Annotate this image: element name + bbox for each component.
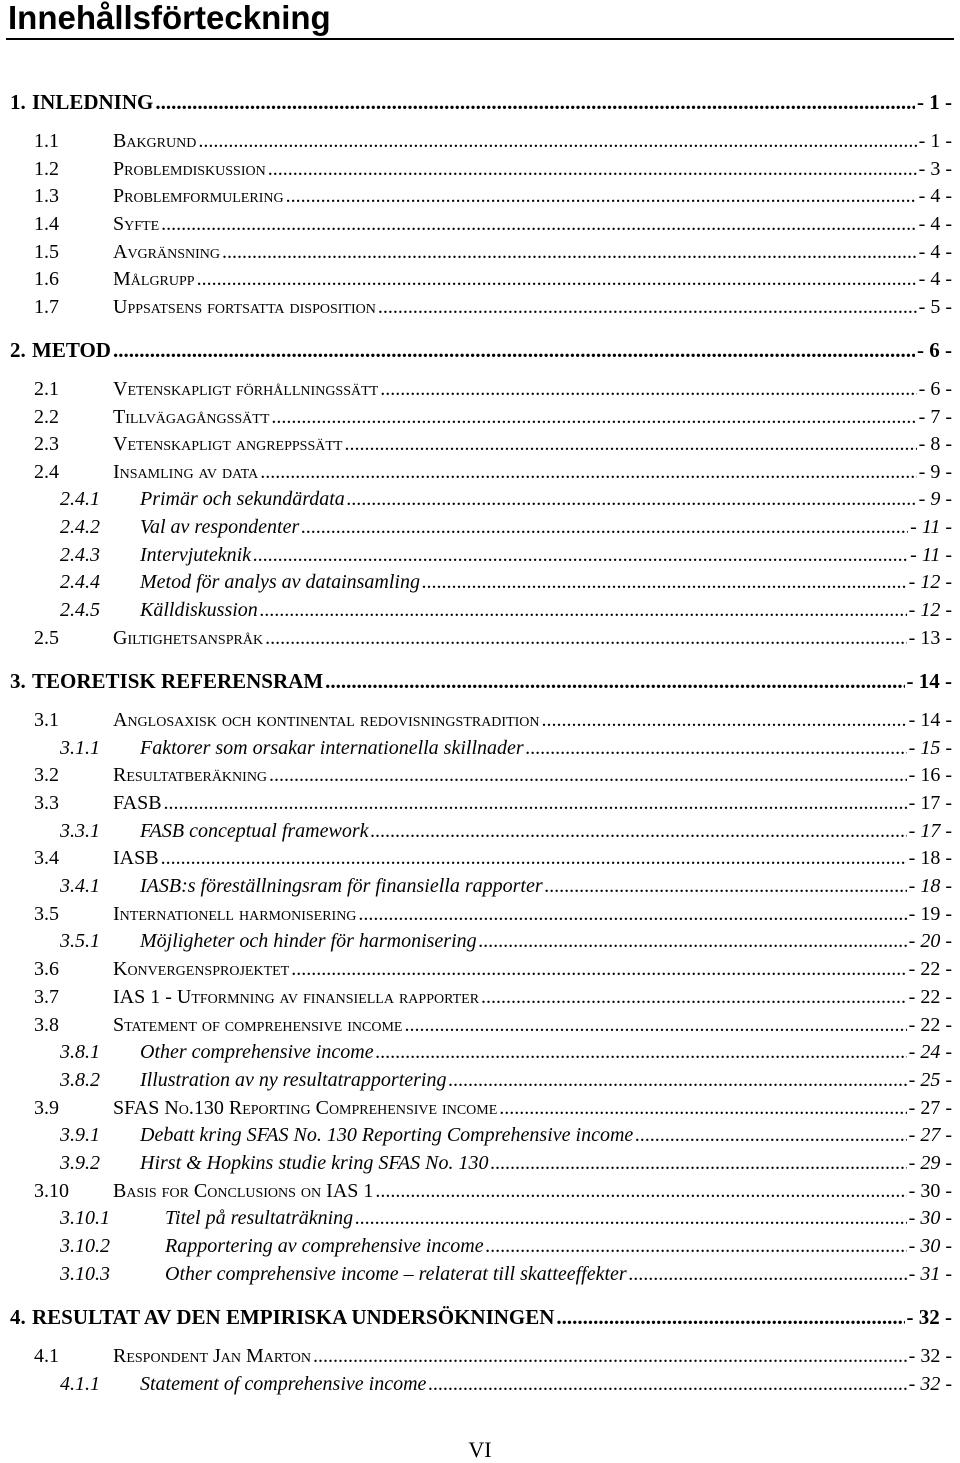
toc-entry-page: - 14 - — [906, 669, 952, 693]
toc-entry-title: Problemformulering — [113, 185, 284, 207]
toc-entry-number: 3.9.2 — [60, 1152, 100, 1174]
toc-entry-page: - 30 - — [908, 1235, 952, 1257]
toc-entry-title: IASB — [113, 847, 159, 869]
toc-entry-number: 3.8.1 — [60, 1041, 100, 1063]
toc-entry-number: 3. — [10, 669, 26, 693]
toc-entry-title: Uppsatsens fortsatta disposition — [113, 296, 376, 318]
toc-entry-page: - 8 - — [918, 433, 952, 455]
toc-entry-page: - 22 - — [908, 1014, 952, 1036]
dot-leader — [635, 1124, 906, 1147]
dot-leader — [499, 1097, 906, 1120]
toc-entry-page: - 4 - — [918, 241, 952, 263]
toc-entry-number: 3.3 — [34, 792, 59, 814]
toc-entry-number: 2.4.5 — [60, 599, 100, 621]
dot-leader — [197, 268, 917, 291]
dot-leader — [428, 1373, 906, 1396]
dot-leader — [260, 461, 916, 484]
toc-entry[interactable] — [0, 461, 960, 487]
toc-entry-number: 1.5 — [34, 241, 59, 263]
toc-entry[interactable] — [0, 406, 960, 432]
toc-entry-page: - 13 - — [908, 627, 952, 649]
toc-entry-title: TEORETISK REFERENSRAM — [32, 669, 324, 693]
toc-entry[interactable] — [0, 1069, 960, 1095]
toc-entry-page: - 19 - — [908, 903, 952, 925]
toc-entry-number: 3.1.1 — [60, 737, 100, 759]
toc-entry[interactable] — [0, 1180, 960, 1206]
dot-leader — [313, 1345, 907, 1368]
toc-entry-title: Titel på resultaträkning — [165, 1207, 354, 1229]
toc-entry-number: 2.3 — [34, 433, 59, 455]
toc-entry-title: Metod för analys av datainsamling — [140, 571, 420, 593]
toc-entry-title: INLEDNING — [32, 90, 154, 114]
toc-entry-page: - 4 - — [918, 185, 952, 207]
dot-leader — [545, 875, 907, 898]
dot-leader — [479, 930, 907, 953]
toc-entry-title: Rapportering av comprehensive income — [165, 1235, 484, 1257]
page-title: Innehållsförteckning — [8, 0, 331, 36]
toc-entry-page: - 12 - — [908, 599, 952, 621]
toc-entry-page: - 30 - — [908, 1180, 952, 1202]
dot-leader — [161, 213, 917, 236]
toc-entry-title: IASB:s föreställningsram för finansiella rapporter — [140, 875, 543, 897]
toc-entry[interactable] — [0, 599, 960, 625]
toc-entry-title: Insamling av data — [113, 461, 259, 483]
dot-leader — [375, 1180, 906, 1203]
toc-entry-page: - 32 - — [908, 1345, 952, 1367]
toc-entry-page: - 14 - — [908, 709, 952, 731]
toc-entry-number: 3.1 — [34, 709, 59, 731]
toc-entry[interactable] — [0, 1014, 960, 1040]
toc-entry-number: 3.10.3 — [60, 1263, 110, 1285]
toc-entry-title: Faktorer som orsakar internationella skillnader — [140, 737, 524, 759]
toc-entry-title: Avgränsning — [113, 241, 221, 263]
toc-entry-page: - 1 - — [917, 90, 952, 114]
toc-entry-title: Statement of comprehensive income — [140, 1373, 427, 1395]
dot-leader — [376, 1041, 907, 1064]
dot-leader — [198, 130, 916, 153]
toc-entry-title: Val av respondenter — [140, 516, 300, 538]
toc-entry-number: 1. — [10, 90, 26, 114]
dot-leader — [164, 792, 907, 815]
toc-entry-title: Intervjuteknik — [140, 544, 252, 566]
toc-entry-number: 3.5 — [34, 903, 59, 925]
toc-entry[interactable] — [0, 378, 960, 404]
dot-leader — [286, 185, 917, 208]
dot-leader — [222, 241, 917, 264]
toc-entry[interactable] — [0, 820, 960, 846]
toc-entry-number: 3.10.2 — [60, 1235, 110, 1257]
toc-entry-number: 3.4 — [34, 847, 59, 869]
toc-entry-title: Primär och sekundärdata — [140, 488, 345, 510]
toc-entry-number: 2.4.2 — [60, 516, 100, 538]
toc-entry[interactable] — [0, 1124, 960, 1150]
toc-entry-title: Syfte — [113, 213, 160, 235]
toc-entry-title: Bakgrund — [113, 130, 197, 152]
toc-entry[interactable] — [0, 1373, 960, 1399]
dot-leader — [271, 406, 916, 429]
toc-entry-title: Illustration av ny resultatrapportering — [140, 1069, 447, 1091]
toc-entry-page: - 1 - — [918, 130, 952, 152]
toc-entry[interactable] — [0, 488, 960, 514]
toc-entry-page: - 29 - — [908, 1152, 952, 1174]
toc-entry[interactable] — [0, 847, 960, 873]
toc-entry[interactable] — [0, 185, 960, 211]
dot-leader — [422, 571, 907, 594]
dot-leader — [358, 903, 906, 926]
toc-entry-title: Statement of comprehensive income — [113, 1014, 403, 1036]
dot-leader — [253, 544, 908, 567]
toc-entry-number: 3.9.1 — [60, 1124, 100, 1146]
dot-leader — [355, 1207, 907, 1230]
toc-entry[interactable] — [0, 1207, 960, 1233]
dot-leader — [404, 1014, 906, 1037]
dot-leader — [370, 820, 906, 843]
toc-entry-title: Respondent Jan Marton — [113, 1345, 311, 1367]
toc-entry-title: Debatt kring SFAS No. 130 Reporting Comprehensive income — [140, 1124, 634, 1146]
toc-entry-page: - 22 - — [908, 958, 952, 980]
toc-entry-page: - 15 - — [908, 737, 952, 759]
toc-entry-title: Målgrupp — [113, 268, 195, 290]
toc-entry-number: 3.6 — [34, 958, 59, 980]
toc-entry[interactable] — [0, 764, 960, 790]
dot-leader — [265, 627, 907, 650]
dot-leader — [301, 516, 908, 539]
dot-leader — [448, 1069, 906, 1092]
toc-entry-number: 2.2 — [34, 406, 59, 428]
toc-entry-page: - 22 - — [908, 986, 952, 1008]
toc-entry-number: 2.5 — [34, 627, 59, 649]
toc-entry-page: - 17 - — [908, 820, 952, 842]
toc-entry-page: - 9 - — [918, 488, 952, 510]
toc-entry-title: Möjligheter och hinder för harmonisering — [140, 930, 477, 952]
toc-entry-number: 3.2 — [34, 764, 59, 786]
dot-leader — [113, 338, 915, 363]
dot-leader — [269, 764, 907, 787]
dot-leader — [325, 669, 904, 694]
toc-entry-number: 4.1 — [34, 1345, 59, 1367]
toc-entry-page: - 18 - — [908, 875, 952, 897]
dot-leader — [268, 158, 917, 181]
dot-leader — [486, 1235, 907, 1258]
toc-entry-number: 3.7 — [34, 986, 59, 1008]
toc-entry[interactable] — [0, 930, 960, 956]
toc-entry-number: 3.5.1 — [60, 930, 100, 952]
toc-entry-number: 2.4.1 — [60, 488, 100, 510]
toc-entry-page: - 31 - — [908, 1263, 952, 1285]
toc-entry[interactable] — [0, 1041, 960, 1067]
toc-entry-title: Tillvägagångssätt — [113, 406, 270, 428]
toc-entry-page: - 9 - — [918, 461, 952, 483]
toc-entry-number: 1.4 — [34, 213, 59, 235]
toc-entry-number: 4.1.1 — [60, 1373, 100, 1395]
toc-entry-title: Resultatberäkning — [113, 764, 268, 786]
toc-entry-title: Vetenskapligt angreppssätt — [113, 433, 343, 455]
toc-entry-page: - 3 - — [918, 158, 952, 180]
toc-entry-number: 1.3 — [34, 185, 59, 207]
toc-entry[interactable] — [0, 1305, 960, 1331]
toc-entry[interactable] — [0, 516, 960, 542]
dot-leader — [491, 1152, 907, 1175]
toc-entry-title: FASB — [113, 792, 162, 814]
toc-entry-page: - 17 - — [908, 792, 952, 814]
dot-leader — [380, 378, 916, 401]
toc-entry[interactable] — [0, 903, 960, 929]
toc-entry-page: - 5 - — [918, 296, 952, 318]
toc-entry-title: Hirst & Hopkins studie kring SFAS No. 130 — [140, 1152, 489, 1174]
toc-entry-page: - 18 - — [908, 847, 952, 869]
toc-entry-number: 3.8 — [34, 1014, 59, 1036]
toc-entry-page: - 4 - — [918, 268, 952, 290]
toc-entry-page: - 11 - — [910, 516, 952, 538]
page-number-footer: VI — [468, 1437, 492, 1462]
toc-entry[interactable] — [0, 875, 960, 901]
toc-entry-title: IAS 1 - Utformning av finansiella rapporter — [113, 986, 480, 1008]
toc-entry-number: 3.9 — [34, 1097, 59, 1119]
toc-entry-page: - 20 - — [908, 930, 952, 952]
toc-entry[interactable] — [0, 90, 960, 116]
toc-entry[interactable] — [0, 1152, 960, 1178]
toc-entry-number: 1.7 — [34, 296, 59, 318]
toc-entry-title: Konvergensprojektet — [113, 958, 290, 980]
toc-entry-title: FASB conceptual framework — [140, 820, 369, 842]
toc-entry-page: - 27 - — [908, 1097, 952, 1119]
toc-entry-title: METOD — [32, 338, 111, 362]
toc-entry-page: - 32 - — [908, 1373, 952, 1395]
dot-leader — [161, 847, 907, 870]
toc-entry-number: 2. — [10, 338, 26, 362]
dot-leader — [629, 1263, 907, 1286]
toc-entry-title: Källdiskussion — [140, 599, 258, 621]
toc-entry-title: Other comprehensive income – relaterat till skatteeffekter — [165, 1263, 627, 1285]
dot-leader — [542, 709, 907, 732]
toc-entry-number: 3.10.1 — [60, 1207, 110, 1229]
toc-entry[interactable] — [0, 130, 960, 156]
toc-entry-number: 1.1 — [34, 130, 59, 152]
toc-entry-number: 2.1 — [34, 378, 59, 400]
toc-entry[interactable] — [0, 669, 960, 695]
toc-entry-number: 3.4.1 — [60, 875, 100, 897]
toc-entry-number: 1.2 — [34, 158, 59, 180]
dot-leader — [481, 986, 907, 1009]
toc-entry[interactable] — [0, 571, 960, 597]
toc-entry-page: - 25 - — [908, 1069, 952, 1091]
toc-entry[interactable] — [0, 1263, 960, 1289]
toc-entry[interactable] — [0, 1235, 960, 1261]
toc-entry-number: 3.10 — [34, 1180, 69, 1202]
toc-entry-page: - 32 - — [906, 1305, 952, 1329]
toc-entry[interactable] — [0, 709, 960, 735]
dot-leader — [260, 599, 907, 622]
toc-entry-number: 2.4.3 — [60, 544, 100, 566]
dot-leader — [526, 737, 907, 760]
toc-entry-page: - 16 - — [908, 764, 952, 786]
toc-entry[interactable] — [0, 544, 960, 570]
toc-entry[interactable] — [0, 737, 960, 763]
toc-entry-title: Basis for Conclusions on IAS 1 — [113, 1180, 374, 1202]
toc-entry-page: - 30 - — [908, 1207, 952, 1229]
toc-entry-number: 3.8.2 — [60, 1069, 100, 1091]
toc-entry[interactable] — [0, 627, 960, 653]
toc-entry-title: RESULTAT AV DEN EMPIRISKA UNDERSÖKNINGEN — [32, 1305, 555, 1329]
toc-entry-title: Vetenskapligt förhållningssätt — [113, 378, 379, 400]
toc-entry-title: Problemdiskussion — [113, 158, 266, 180]
toc-entry[interactable] — [0, 296, 960, 322]
toc-entry-number: 2.4 — [34, 461, 59, 483]
dot-leader — [291, 958, 906, 981]
toc-entry-number: 2.4.4 — [60, 571, 100, 593]
toc-entry[interactable] — [0, 986, 960, 1012]
toc-entry[interactable] — [0, 792, 960, 818]
title-rule — [6, 38, 954, 40]
toc-entry-title: Other comprehensive income — [140, 1041, 374, 1063]
toc-entry-title: Internationell harmonisering — [113, 903, 357, 925]
toc-entry-title: Anglosaxisk och kontinental redovisningstradition — [113, 709, 540, 731]
toc-entry[interactable] — [0, 158, 960, 184]
toc-entry-page: - 27 - — [908, 1124, 952, 1146]
dot-leader — [155, 90, 915, 115]
toc-entry-page: - 7 - — [918, 406, 952, 428]
toc-entry[interactable] — [0, 1097, 960, 1123]
dot-leader — [344, 433, 916, 456]
dot-leader — [556, 1305, 904, 1330]
dot-leader — [347, 488, 917, 511]
toc-entry-number: 3.3.1 — [60, 820, 100, 842]
toc-entry-page: - 24 - — [908, 1041, 952, 1063]
toc-entry[interactable] — [0, 433, 960, 459]
dot-leader — [378, 296, 917, 319]
toc-entry-page: - 6 - — [918, 378, 952, 400]
toc-entry-number: 4. — [10, 1305, 26, 1329]
toc-entry-page: - 6 - — [917, 338, 952, 362]
toc-entry[interactable] — [0, 958, 960, 984]
toc-entry-page: - 4 - — [918, 213, 952, 235]
toc-entry-page: - 11 - — [910, 544, 952, 566]
toc-entry-page: - 12 - — [908, 571, 952, 593]
toc-entry[interactable] — [0, 338, 960, 364]
toc-entry-title: Giltighetsanspråk — [113, 627, 264, 649]
toc-entry[interactable] — [0, 1345, 960, 1371]
toc-entry[interactable] — [0, 213, 960, 239]
toc-entry-title: SFAS No.130 Reporting Comprehensive income — [113, 1097, 498, 1119]
toc-entry[interactable] — [0, 241, 960, 267]
toc-entry[interactable] — [0, 268, 960, 294]
toc-entry-number: 1.6 — [34, 268, 59, 290]
